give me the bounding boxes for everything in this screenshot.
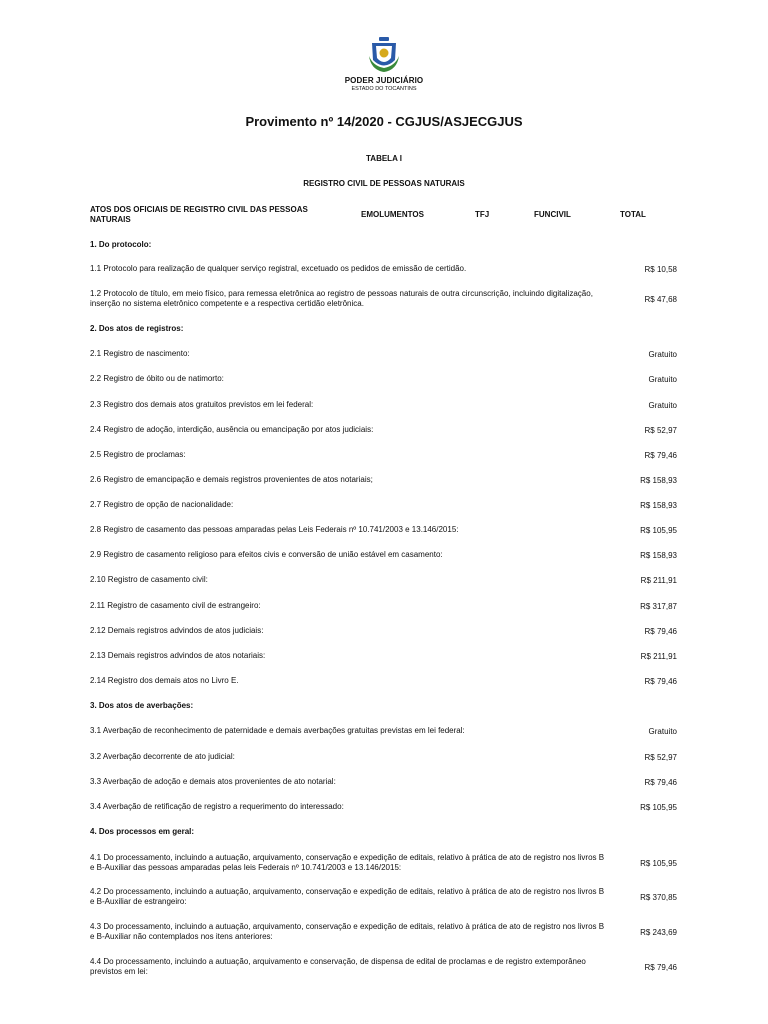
row-label: 4.2 Do processamento, incluindo a autuação, arquivamento, conservação e expedição de editais, relativo à prática de ato de registro nos livros B e B-Auxiliar de estrangeiro: <box>90 887 605 906</box>
row-total: R$ 79,46 <box>644 626 677 636</box>
table-row <box>90 288 677 310</box>
table-number: TABELA I <box>366 154 402 163</box>
table-row <box>90 519 677 541</box>
row-label: 4.3 Do processamento, incluindo a autuação, arquivamento, conservação e expedição de editais, relativo à prática de ato de registro nos livros B e B-Auxiliar não contemplados nos itens anteriores: <box>90 922 605 941</box>
row-total: R$ 79,46 <box>644 450 677 460</box>
table-row <box>90 620 677 642</box>
table-row <box>90 886 677 908</box>
seal-title: PODER JUDICIÁRIO <box>344 76 424 85</box>
row-label: 3.4 Averbação de retificação de registro a requerimento do interessado: <box>90 802 344 811</box>
table-row <box>90 746 677 768</box>
row-label: 4.4 Do processamento, incluindo a autuação, arquivamento e conservação, de dispensa de edital de proclamas e de registro extemporâneo previstos em lei: <box>90 957 586 976</box>
table-row <box>90 852 677 874</box>
table-row <box>90 419 677 441</box>
row-total: R$ 105,95 <box>640 525 677 535</box>
row-label: 3.1 Averbação de reconhecimento de paternidade e demais averbações gratuitas previstas em lei federal: <box>90 726 465 735</box>
row-total: Gratuito <box>648 349 677 359</box>
row-label: 2.1 Registro de nascimento: <box>90 349 190 358</box>
row-label: 2.9 Registro de casamento religioso para efeitos civis e conversão de união estável em casamento: <box>90 550 443 559</box>
table-row <box>90 645 677 667</box>
column-header-total: TOTAL <box>620 210 646 219</box>
row-label: 3.3 Averbação de adoção e demais atos provenientes de ato notarial: <box>90 777 336 786</box>
row-total: R$ 52,97 <box>644 425 677 435</box>
row-total: R$ 370,85 <box>640 892 677 902</box>
section-title: 2. Dos atos de registros: <box>90 324 184 333</box>
row-label: 2.4 Registro de adoção, interdição, ausência ou emancipação por atos judiciais: <box>90 425 374 434</box>
row-total: R$ 47,68 <box>644 294 677 304</box>
court-seal <box>0 36 768 92</box>
table-row <box>90 956 677 978</box>
row-total: R$ 105,95 <box>640 858 677 868</box>
table-row <box>90 343 677 365</box>
row-total: R$ 105,95 <box>640 802 677 812</box>
coat-of-arms-icon <box>367 36 401 74</box>
table-row <box>90 921 677 943</box>
row-total: R$ 211,91 <box>640 575 677 585</box>
row-label: 2.11 Registro de casamento civil de estrangeiro: <box>90 601 261 610</box>
row-total: R$ 211,91 <box>640 651 677 661</box>
table-row <box>90 569 677 591</box>
row-label: 2.3 Registro dos demais atos gratuitos previstos em lei federal: <box>90 400 314 409</box>
column-header-tfj: TFJ <box>475 210 490 219</box>
row-total: R$ 10,58 <box>644 264 677 274</box>
table-row <box>90 394 677 416</box>
row-total: Gratuito <box>648 400 677 410</box>
row-total: R$ 79,46 <box>644 676 677 686</box>
document-title: Provimento nº 14/2020 - CGJUS/ASJECGJUS <box>245 114 523 129</box>
row-total: R$ 317,87 <box>640 601 677 611</box>
row-label: 3.2 Averbação decorrente de ato judicial: <box>90 752 235 761</box>
row-label: 2.6 Registro de emancipação e demais registros provenientes de atos notariais; <box>90 475 373 484</box>
section-title: 1. Do protocolo: <box>90 240 152 249</box>
table-row <box>90 258 677 280</box>
section-title: 4. Dos processos em geral: <box>90 827 195 836</box>
row-total: R$ 158,93 <box>640 475 677 485</box>
row-total: R$ 52,97 <box>644 752 677 762</box>
table-row <box>90 368 677 390</box>
table-row <box>90 771 677 793</box>
table-row <box>90 595 677 617</box>
column-header-atos: ATOS DOS OFICIAIS DE REGISTRO CIVIL DAS PESSOAS NATURAIS <box>90 205 308 224</box>
seal-subtitle: ESTADO DO TOCANTINS <box>351 86 417 92</box>
row-label: 2.7 Registro de opção de nacionalidade: <box>90 500 234 509</box>
row-total: Gratuito <box>648 726 677 736</box>
column-header-emolumentos: EMOLUMENTOS <box>361 210 424 219</box>
row-label: 2.12 Demais registros advindos de atos judiciais: <box>90 626 264 635</box>
table-row <box>90 469 677 491</box>
row-label: 2.14 Registro dos demais atos no Livro E. <box>90 676 239 685</box>
table-row <box>90 544 677 566</box>
table-row <box>90 796 677 818</box>
row-total: R$ 79,46 <box>644 962 677 972</box>
column-header-funcivil: FUNCIVIL <box>534 210 571 219</box>
row-total: R$ 158,93 <box>640 500 677 510</box>
table-row <box>90 444 677 466</box>
row-total: R$ 158,93 <box>640 550 677 560</box>
table-title: REGISTRO CIVIL DE PESSOAS NATURAIS <box>303 179 465 188</box>
row-label: 2.5 Registro de proclamas: <box>90 450 186 459</box>
table-row <box>90 670 677 692</box>
row-total: R$ 79,46 <box>644 777 677 787</box>
row-label: 2.8 Registro de casamento das pessoas amparadas pelas Leis Federais nº 10.741/2003 e 13.146/2015: <box>90 525 459 534</box>
row-label: 4.1 Do processamento, incluindo a autuação, arquivamento, conservação e expedição de editais, relativo à prática de ato de registro nos livros B e B-Auxiliar das pessoas amparadas pelas leis Federais nº 10.741/2003 e 13.146/2015: <box>90 853 605 872</box>
table-row <box>90 494 677 516</box>
table-row <box>90 720 677 742</box>
section-title: 3. Dos atos de averbações: <box>90 701 194 710</box>
row-label: 2.10 Registro de casamento civil: <box>90 575 208 584</box>
row-label: 1.2 Protocolo de título, em meio físico, para remessa eletrônica ao registro de pessoas naturais de outra circunscrição, incluindo digitalização, inserção no sistema eletrônico competente e a respectiva certidão eletrônica. <box>90 289 593 308</box>
row-total: R$ 243,69 <box>640 927 677 937</box>
row-label: 2.13 Demais registros advindos de atos notariais: <box>90 651 266 660</box>
row-label: 2.2 Registro de óbito ou de natimorto: <box>90 374 224 383</box>
row-total: Gratuito <box>648 374 677 384</box>
row-label: 1.1 Protocolo para realização de qualquer serviço registral, excetuado os pedidos de emissão de certidão. <box>90 264 467 273</box>
